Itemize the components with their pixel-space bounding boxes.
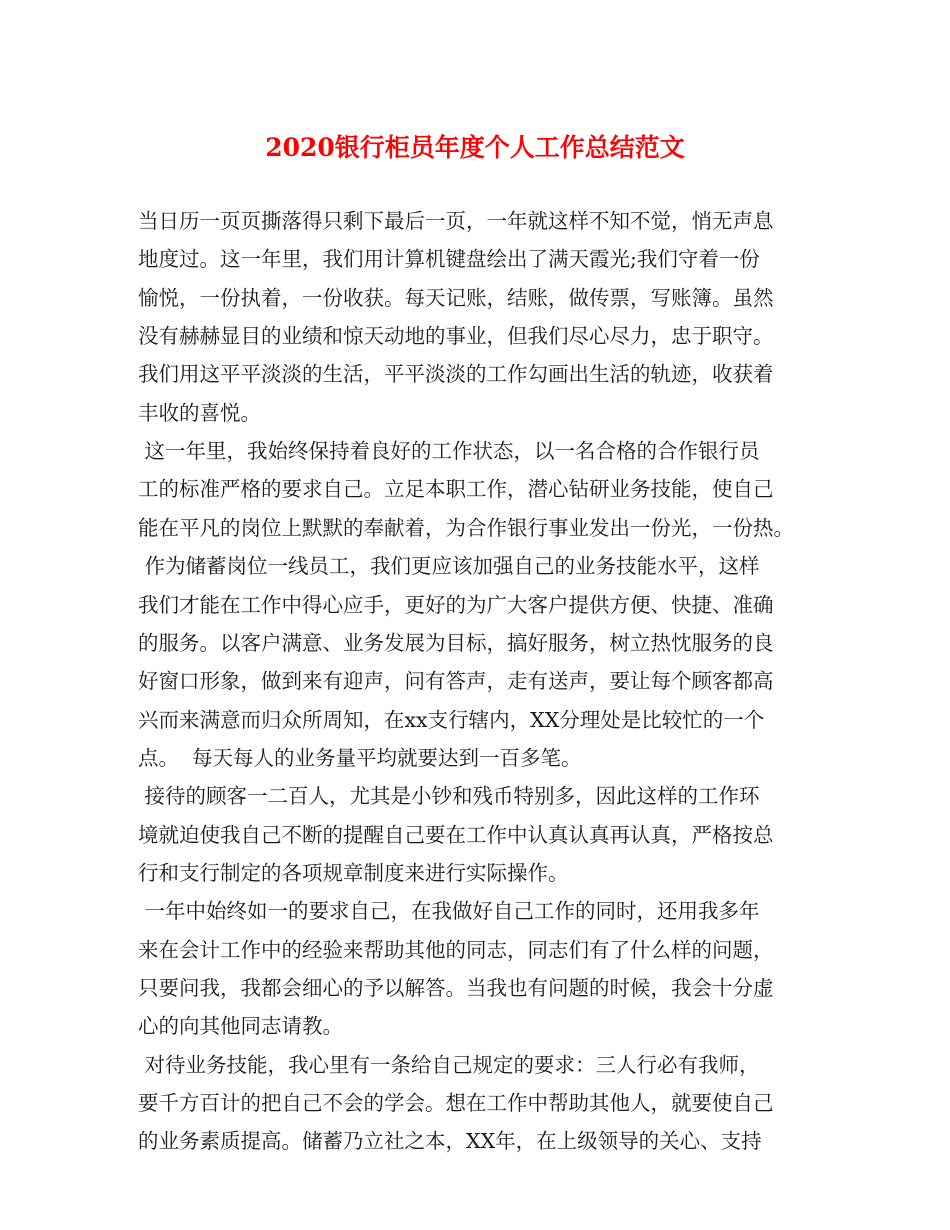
text-line: 行和支行制定的各项规章制度来进行实际操作。 [138, 860, 569, 885]
text-line: 点。 每天每人的业务量平均就要达到一百多笔。 [138, 745, 582, 770]
text-line: 这一年里，我始终保持着良好的工作状态，以一名合格的合作银行员 [138, 439, 760, 464]
text-line: 工的标准严格的要求自己。立足本职工作，潜心钻研业务技能，使自己 [138, 477, 774, 502]
text-line: 地度过。这一年里，我们用计算机键盘绘出了满天霞光;我们守着一份 [138, 247, 760, 272]
text-line: 好窗口形象，做到来有迎声，问有答声，走有送声，要让每个顾客都高 [138, 669, 774, 694]
text-line: 的业务素质提高。储蓄乃立社之本，XX年，在上级领导的关心、支持 [138, 1129, 762, 1154]
text-line: 对待业务技能，我心里有一条给自己规定的要求：三人行必有我师， [138, 1052, 760, 1077]
text-line: 没有赫赫显目的业绩和惊天动地的事业，但我们尽心尽力，忠于职守。 [138, 324, 774, 349]
text-line: 心的向其他同志请教。 [138, 1014, 343, 1039]
text-line: 我们才能在工作中得心应手，更好的为广大客户提供方便、快捷、准确 [138, 592, 774, 617]
document-title: 2020银行柜员年度个人工作总结范文 [265, 133, 685, 162]
text-line: 来在会计工作中的经验来帮助其他的同志，同志们有了什么样的问题， [138, 937, 774, 962]
text-line: 只要问我，我都会细心的予以解答。当我也有问题的时候，我会十分虚 [138, 976, 774, 1000]
text-line: 当日历一页页撕落得只剩下最后一页，一年就这样不知不觉，悄无声息 [138, 209, 774, 233]
text-line: 愉悦，一份执着，一份收获。每天记账，结账，做传票，写账簿。虽然 [138, 285, 774, 310]
text-line: 我们用这平平淡淡的生活，平平淡淡的工作勾画出生活的轨迹，收获着 [138, 362, 774, 387]
text-line: 能在平凡的岗位上默默的奉献着，为合作银行事业发出一份光，一份热。 [138, 515, 794, 540]
text-line: 要千方百计的把自己不会的学会。想在工作中帮助其他人，就要使自己 [138, 1091, 774, 1116]
text-line: 的服务。以客户满意、业务发展为目标，搞好服务，树立热忱服务的良 [138, 630, 774, 655]
text-line: 境就迫使我自己不断的提醒自己要在工作中认真认真再认真，严格按总 [138, 822, 774, 847]
text-line: 丰收的喜悦。 [138, 400, 261, 425]
text-line: 作为储蓄岗位一线员工，我们更应该加强自己的业务技能水平，这样 [138, 554, 760, 579]
text-line: 接待的顾客一二百人，尤其是小钞和残币特别多，因此这样的工作环 [138, 784, 760, 809]
text-line: 一年中始终如一的要求自己，在我做好自己工作的同时，还用我多年 [138, 899, 760, 924]
text-line: 兴而来满意而归众所周知，在xx支行辖内，XX分理处是比较忙的一个 [138, 707, 765, 732]
